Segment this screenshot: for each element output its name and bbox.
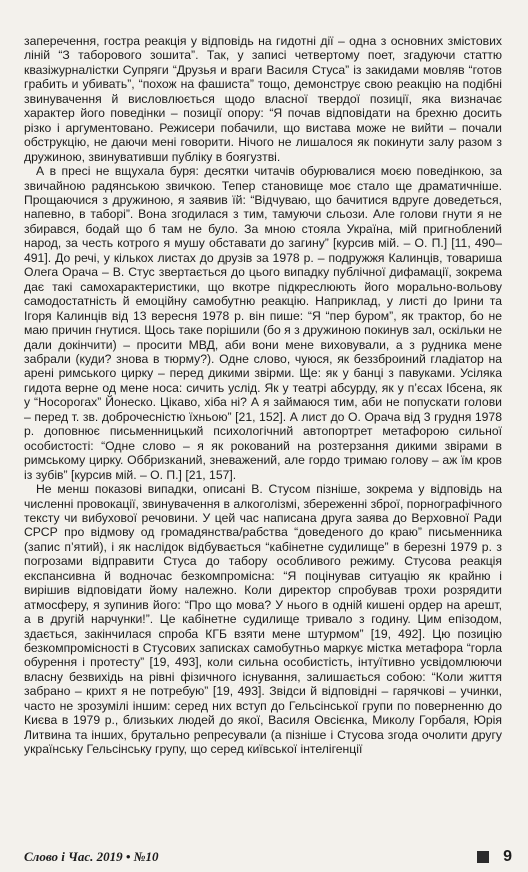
page-number: 9 — [503, 848, 512, 865]
paragraph-2: А в пресі не вщухала буря: десятки читачів обурювалися моєю поведінкою, за звичайною радянською звичкою. Тепер становище моє стало ще драматичніше. Прощаючися з дружиною, я заявив їй: “Відчуваю, що бачитися вдруге доведеться, напевно, в таборі”. Вона згодилася з тим, тамуючи сльози. Але голови гнути я не збирався, бодай що б там не було. За мною стояла Україна, мій пригноблений народ, за честь котрого я мушу обставати до загину” [курсив мій. – О. П.] [11, 490–491]. До речі, у кількох листах до друзів за 1978 р. – подружжя Калинців, товариша Олега Орача – В. Стус звертається до цього випадку публічної дифамації, зокрема дає такі самохарактеристики, що вкотре підкреслюють його морально-вольову самодостатність й емоційну самобутню реакцію. Наприклад, у листі до Ірини та Ігоря Калинців від 13 вересня 1978 р. він пише: “Я “пер буром”, як трактор, бо не маю причин гнутися. Щось таке порішили (бо я з дружиною покинув зал, оскільки не дали докінчити) – просити МВД, аби вони мене виховували, а з рудника мене забрали (куди? знова в тюрму?). Одне слово, чуюся, як беззброиний гладіатор на арені римського цирку – перед дикими звірми. Ще: як у банці з павуками. Усіляка гидота верне од мене носа: сичить услід. Як у театрі абсурду, як у п’єсах Ібсена, як у “Носорогах” Йонеско. Цікаво, хіба ні? А я займаюся тим, аби не попускати голови – перед т. зв. доброчесністю їхньою” [21, 152]. А лист до О. Орача від 3 грудня 1978 р. доповнює письменницький психологічний автопортрет метафорою сильної особистості: “Одне слово – я як рокований на розтерзання дикими звірами в римському цирку. Оббризканий, зневажений, але гордо тримаю голову – аж їм кров із зубів” [курсив мій. – О. П.] [21, 157]. — [24, 164, 502, 482]
journal-title: Слово і Час. 2019 • №10 — [24, 849, 159, 864]
footer-right — [477, 848, 512, 866]
page-footer — [24, 848, 512, 866]
article-body — [24, 34, 502, 757]
paragraph-1: заперечення, гостра реакція у відповідь на гидотні дії – одна з основних змістових ліній “З таборового зошита”. Так, у записі четвертому поет, згадуючи статтю квазіжурналістки Супряги “Друзья и враги Василя Стуса” із закидами мовляв “готов грабить и убивать”, “похож на фашиста” тощо, демонструє свою реакцію на подібні звинувачення й висловлюється щодо власної твердої позиції, яка визначає характер його поведінки – позиції опору: “Я почав відповідати на брехню досить різко і аргументовано. Режисери побачили, що вистава може не вийти – почали обструкцію, не даючи мені говорити. Нічого не лишалося як покинути залу разом з дружиною, звинувативши публіку в боягузтві. — [24, 34, 502, 164]
square-marker-icon — [477, 851, 489, 863]
paragraph-3: Не менш показові випадки, описані В. Стусом пізніше, зокрема у відповідь на численні провокації, звинувачення в алкоголізмі, збереженні зброї, порнографічного тексту чи вибухової речовини. У цей час написана друга заява до Верховної Ради СРСР про відмову од громадянства/рабства “доведеного до краю” письменника (запис п’ятий), і як наслідок відбувається “кабінетне судилище” в березні 1979 р. з погрозами відправити Стуса до табору особливого режиму. Стусова реакція експансивна й водночас безкомпромісна: “Я поцінував ситуацію як крайню і вирішив відповідати йому належно. Коли директор спробував трохи розрядити атмосферу, я зупинив його: “Про що мова? У нього в одній кишені ордер на арешт, а в другій нарчунки!”. Це кабінетне судилище тривало з годину. Цим епізодом, здається, закінчилася спроба КГБ взяти мене штурмом” [19, 492]. Цю позицію безкомпромісності в Стусових записках самобутньо маркує містка метафора “горла обурення і протесту” [19, 493], коли сильна особистість, інтуїтивно усвідомлюючи власну безвихідь на рівні фізичного існування, залишається собою: “Коли життя забрано – крихт я не потребую” [19, 493]. Звідси й відповідні – гарячкові – учинки, часто не зрозумілі іншим: серед них вступ до Гельсінської групи по поверненню до Києва в 1979 р., близьких людей до якої, Василя Овсієнка, Миколу Горбаля, Юрія Литвина та інших, брутально репресували (а пізніше і Стусова згода очолити другу українську Гельсінську групу, що серед київської інтелігенції — [24, 482, 502, 757]
